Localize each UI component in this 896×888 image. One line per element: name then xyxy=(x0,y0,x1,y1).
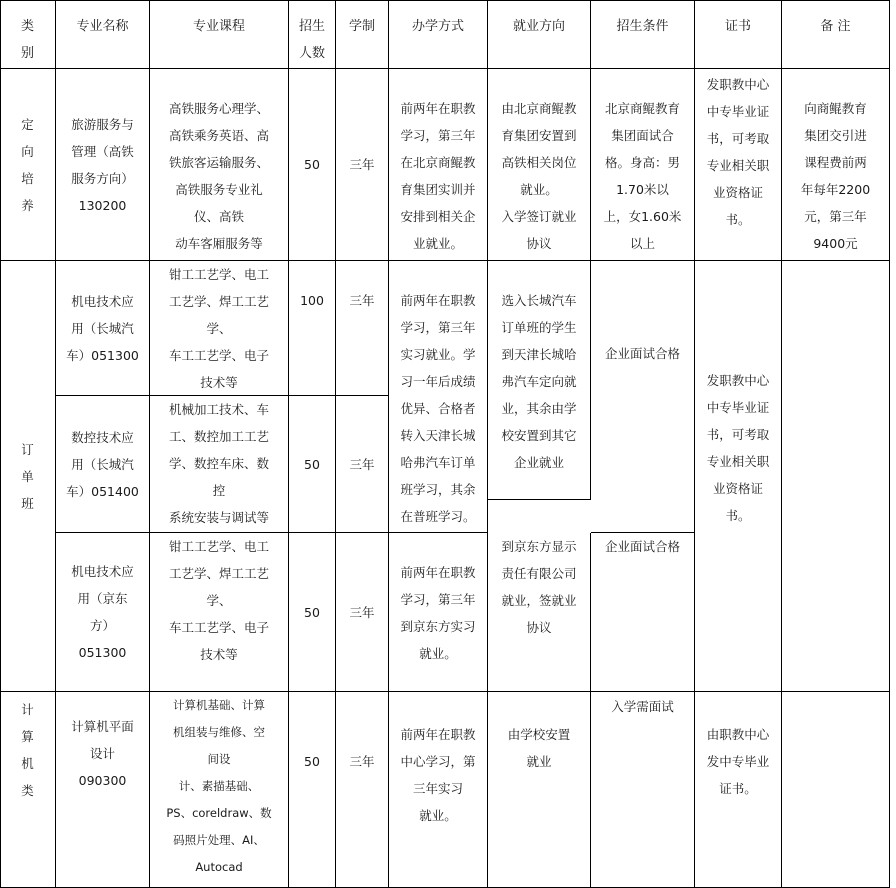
dingdan-certificate xyxy=(695,261,782,692)
header-major-line: 专业名称 xyxy=(76,19,129,34)
row4-employment-line: 到京东方显示 xyxy=(501,539,577,554)
row2-count xyxy=(289,261,336,396)
row5-courses-line: PS、coreldraw、数 xyxy=(166,806,272,820)
row1-certificate-line: 书。 xyxy=(725,212,751,227)
row5-major-line: 设计 xyxy=(89,746,115,761)
row3-courses-line: 机械加工技术、车 xyxy=(168,402,269,417)
row5-method-line: 三年实习 xyxy=(412,781,463,796)
changcheng-employment xyxy=(488,261,591,500)
row1-conditions xyxy=(591,69,695,261)
row5-courses-line: 计算机基础、计算 xyxy=(173,698,265,712)
row1-courses-line: 仪、高铁 xyxy=(193,209,244,224)
dingdan-certificate-line: 业资格证 xyxy=(712,481,763,496)
row1-remark-line: 向商鲲教育 xyxy=(804,101,867,116)
row1-method-line: 育集团实训并 xyxy=(400,182,476,197)
row4-major xyxy=(56,533,150,692)
changcheng-method xyxy=(389,261,488,533)
row5-courses xyxy=(150,692,289,888)
row4-years-value: 三年 xyxy=(349,604,375,620)
row5-courses-line: Autocad xyxy=(195,860,243,874)
dingdan-remark xyxy=(782,261,890,692)
header-employment-line: 就业方向 xyxy=(512,19,565,34)
changcheng-conditions-line: 企业面试合格 xyxy=(604,346,680,361)
dingdan-certificate-line: 专业相关职 xyxy=(706,454,770,469)
changcheng-method-line: 转入天津长城 xyxy=(400,428,476,443)
changcheng-employment-line: 到天津长城哈 xyxy=(501,347,577,362)
changcheng-method-line: 班学习，其余 xyxy=(400,482,476,497)
row5-method-line: 就业。 xyxy=(419,808,457,823)
row1-years-value: 三年 xyxy=(349,157,375,172)
row1-certificate-line: 中专毕业证 xyxy=(706,104,770,119)
changcheng-employment-line: 校安置到其它 xyxy=(501,428,577,443)
row3-courses xyxy=(150,396,289,533)
row5-courses-line: 码照片处理、AI、 xyxy=(173,833,265,847)
row1-remark-line: 年每年2200 xyxy=(800,182,871,197)
row3-years xyxy=(336,396,389,533)
row4-courses-line: 钳工工艺学、电工 xyxy=(168,539,269,554)
row1-conditions-line: 上，女1.60米 xyxy=(603,209,682,224)
row4-employment-line: 就业，签就业 xyxy=(501,593,577,608)
row1-method-line: 业就业。 xyxy=(412,236,463,251)
category-dingxiang-line: 定 xyxy=(21,116,34,132)
changcheng-employment-line: 业，其余由学 xyxy=(501,401,577,416)
row3-courses-line: 工、数控加工工艺 xyxy=(168,429,269,444)
dingdan-certificate-line: 书，可考取 xyxy=(706,427,770,442)
row4-courses xyxy=(150,533,289,692)
header-years-line: 学制 xyxy=(348,19,375,34)
row4-courses-line: 学、 xyxy=(206,593,232,608)
row1-conditions-line: 以上 xyxy=(629,236,655,251)
category-dingxiang-line: 培 xyxy=(21,170,34,186)
row2-major xyxy=(56,261,150,396)
row3-count-value: 50 xyxy=(304,456,320,472)
category-dingxiang xyxy=(0,69,56,261)
row5-employment xyxy=(488,692,591,888)
row1-years xyxy=(336,69,389,261)
row4-conditions xyxy=(591,533,695,692)
header-count-line: 招生 xyxy=(298,19,325,34)
changcheng-method-line: 优异、合格者 xyxy=(400,401,476,416)
header-method-line: 办学方式 xyxy=(411,19,464,34)
header-certificate xyxy=(695,0,782,69)
row1-employment-line: 高铁相关岗位 xyxy=(501,155,577,170)
row4-conditions-line: 企业面试合格 xyxy=(604,539,680,554)
row1-courses-line: 动车客厢服务等 xyxy=(175,236,263,251)
row5-certificate-line: 发中专毕业 xyxy=(706,754,770,769)
row2-courses-line: 工艺学、焊工工艺 xyxy=(168,294,269,309)
row1-conditions-line: 北京商鲲教育 xyxy=(604,101,680,116)
header-years xyxy=(336,0,389,69)
header-certificate-line: 证书 xyxy=(724,19,751,34)
category-dingdan-line: 订 xyxy=(21,441,34,457)
row4-employment-line: 责任有限公司 xyxy=(501,566,577,581)
row3-courses-line: 控 xyxy=(212,483,226,498)
row3-courses-line: 学、数控车床、数 xyxy=(168,456,269,471)
row1-remark xyxy=(782,69,890,261)
row5-count xyxy=(289,692,336,888)
row3-major-line: 用（长城汽 xyxy=(71,456,134,472)
row1-conditions-line: 集团面试合 xyxy=(611,128,674,143)
changcheng-employment-line: 选入长城汽车 xyxy=(501,293,577,308)
row1-courses-line: 高铁服务心理学、 xyxy=(168,101,269,116)
row4-method xyxy=(389,533,488,692)
row2-major-line: 机电技术应 xyxy=(71,293,134,309)
row2-courses-line: 学、 xyxy=(206,321,232,336)
row5-employment-line: 就业 xyxy=(526,754,552,769)
row5-years-value: 三年 xyxy=(349,754,375,769)
header-conditions xyxy=(591,0,695,69)
row1-count xyxy=(289,69,336,261)
row5-employment-line: 由学校安置 xyxy=(507,727,571,742)
row1-major-line: 旅游服务与 xyxy=(71,116,134,132)
row2-count-value: 100 xyxy=(300,293,324,308)
category-jisuanji xyxy=(0,692,56,888)
row2-courses-line: 技术等 xyxy=(200,375,238,390)
header-category-line: 别 xyxy=(20,46,34,61)
row1-employment-line: 就业。 xyxy=(520,182,558,197)
row4-years xyxy=(336,533,389,692)
row5-major-line: 计算机平面 xyxy=(71,719,134,734)
row4-courses-line: 工艺学、焊工工艺 xyxy=(168,566,269,581)
changcheng-method-line: 在普班学习。 xyxy=(400,509,476,524)
row5-method-line: 前两年在职教 xyxy=(400,727,476,742)
changcheng-conditions xyxy=(591,261,695,533)
row1-method-line: 前两年在职教 xyxy=(400,101,476,116)
row5-method xyxy=(389,692,488,888)
row1-remark-line: 9400元 xyxy=(813,236,858,251)
row3-major-line: 车）051400 xyxy=(66,483,139,499)
row2-courses-line: 钳工工艺学、电工 xyxy=(168,267,269,282)
row1-courses xyxy=(150,69,289,261)
row3-major-line: 数控技术应 xyxy=(71,429,134,445)
row1-major-line: 管理（高铁 xyxy=(71,143,134,159)
row4-count-value: 50 xyxy=(304,604,320,620)
row4-major-line: 机电技术应 xyxy=(71,564,134,579)
category-dingdan xyxy=(0,261,56,692)
row4-major-line: 方） xyxy=(89,618,115,633)
row1-employment xyxy=(488,69,591,261)
row3-count xyxy=(289,396,336,533)
row4-count xyxy=(289,533,336,692)
category-jisuanji-line: 类 xyxy=(21,783,34,798)
row5-conditions xyxy=(591,692,695,888)
header-remark xyxy=(782,0,890,69)
row4-major-line: 用（京东 xyxy=(77,591,128,606)
row5-major xyxy=(56,692,150,888)
row1-courses-line: 铁旅客运输服务、 xyxy=(168,155,269,170)
category-dingdan-line: 班 xyxy=(21,495,34,511)
row1-method-line: 在北京商鲲教 xyxy=(400,155,476,170)
row3-courses-line: 系统安装与调试等 xyxy=(168,510,269,525)
row5-years xyxy=(336,692,389,888)
changcheng-method-line: 前两年在职教 xyxy=(400,293,476,308)
category-dingdan-line: 单 xyxy=(21,468,34,484)
header-employment xyxy=(488,0,591,69)
row4-method-line: 前两年在职教 xyxy=(400,565,476,580)
changcheng-method-line: 学习，第三年 xyxy=(400,320,476,335)
header-remark-line: 备 注 xyxy=(820,19,851,34)
row5-count-value: 50 xyxy=(304,754,320,769)
row1-method-line: 学习，第三年 xyxy=(400,128,476,143)
row1-employment-line: 入学签订就业 xyxy=(501,209,577,224)
category-dingxiang-line: 养 xyxy=(21,197,34,213)
row5-conditions-line: 入学需面试 xyxy=(611,699,674,714)
row2-years-value: 三年 xyxy=(349,293,375,308)
row4-courses-line: 技术等 xyxy=(200,647,238,662)
header-courses-line: 专业课程 xyxy=(192,19,245,34)
row5-courses-line: 间设 xyxy=(207,752,231,766)
row1-remark-line: 课程费前两 xyxy=(804,155,867,170)
row3-major xyxy=(56,396,150,533)
category-jisuanji-line: 算 xyxy=(21,729,34,744)
row3-years-value: 三年 xyxy=(349,456,375,472)
row5-remark xyxy=(782,692,890,888)
row4-method-line: 到京东方实习 xyxy=(400,619,476,634)
row4-employment xyxy=(488,533,591,692)
category-dingxiang-line: 向 xyxy=(21,143,34,159)
changcheng-method-line: 实习就业。学 xyxy=(400,347,476,362)
row1-major-line: 130200 xyxy=(78,197,127,213)
row1-method-line: 安排到相关企 xyxy=(400,209,476,224)
row1-courses-line: 高铁乘务英语、高 xyxy=(168,128,269,143)
category-jisuanji-line: 计 xyxy=(21,702,34,717)
row1-conditions-line: 格。身高：男 xyxy=(604,155,680,170)
row5-certificate-line: 由职教中心 xyxy=(706,727,770,742)
header-conditions-line: 招生条件 xyxy=(616,19,669,34)
row1-remark-line: 元，第三年 xyxy=(804,209,867,224)
row1-certificate-line: 业资格证 xyxy=(712,185,763,200)
header-courses xyxy=(150,0,289,69)
row1-certificate-line: 专业相关职 xyxy=(706,158,770,173)
row1-certificate xyxy=(695,69,782,261)
row1-employment-line: 由北京商鲲教 xyxy=(501,101,577,116)
row2-major-line: 车）051300 xyxy=(66,347,139,363)
dingdan-certificate-line: 中专毕业证 xyxy=(706,400,770,415)
row1-employment-line: 协议 xyxy=(526,236,552,251)
row1-method xyxy=(389,69,488,261)
row1-count-value: 50 xyxy=(304,157,320,172)
row5-certificate-line: 证书。 xyxy=(719,781,757,796)
row2-courses xyxy=(150,261,289,396)
category-jisuanji-line: 机 xyxy=(21,756,34,771)
row4-method-line: 就业。 xyxy=(419,646,457,661)
dingdan-certificate-line: 发职教中心 xyxy=(706,373,770,388)
changcheng-employment-line: 订单班的学生 xyxy=(501,320,577,335)
row5-courses-line: 机组装与维修、空 xyxy=(173,725,265,739)
row1-major-line: 服务方向） xyxy=(71,170,134,186)
row4-major-line: 051300 xyxy=(78,645,127,660)
header-major xyxy=(56,0,150,69)
changcheng-method-line: 习一年后成绩 xyxy=(400,374,476,389)
row1-certificate-line: 书，可考取 xyxy=(706,131,770,146)
row4-method-line: 学习，第三年 xyxy=(400,592,476,607)
row2-major-line: 用（长城汽 xyxy=(71,320,134,336)
row1-certificate-line: 发职教中心 xyxy=(706,77,770,92)
dingdan-certificate-line: 书。 xyxy=(725,508,751,523)
row4-courses-line: 车工工艺学、电子 xyxy=(168,620,269,635)
changcheng-employment-line: 企业就业 xyxy=(513,455,564,470)
header-count xyxy=(289,0,336,69)
row5-major-line: 090300 xyxy=(78,773,127,788)
row5-method-line: 中心学习，第 xyxy=(400,754,476,769)
changcheng-method-line: 哈弗汽车订单 xyxy=(400,455,476,470)
header-category xyxy=(0,0,56,69)
row1-remark-line: 集团交引进 xyxy=(804,128,867,143)
row2-courses-line: 车工工艺学、电子 xyxy=(168,348,269,363)
header-count-line: 人数 xyxy=(298,46,325,61)
row1-courses-line: 高铁服务专业礼 xyxy=(175,182,263,197)
row2-years xyxy=(336,261,389,396)
header-category-line: 类 xyxy=(20,19,34,34)
row5-courses-line: 计、素描基础、 xyxy=(178,779,260,793)
row4-employment-line: 协议 xyxy=(526,620,552,635)
row5-certificate xyxy=(695,692,782,888)
row1-conditions-line: 1.70米以 xyxy=(616,182,669,197)
header-method xyxy=(389,0,488,69)
row1-employment-line: 育集团安置到 xyxy=(501,128,577,143)
changcheng-employment-line: 弗汽车定向就 xyxy=(501,374,577,389)
row1-major xyxy=(56,69,150,261)
